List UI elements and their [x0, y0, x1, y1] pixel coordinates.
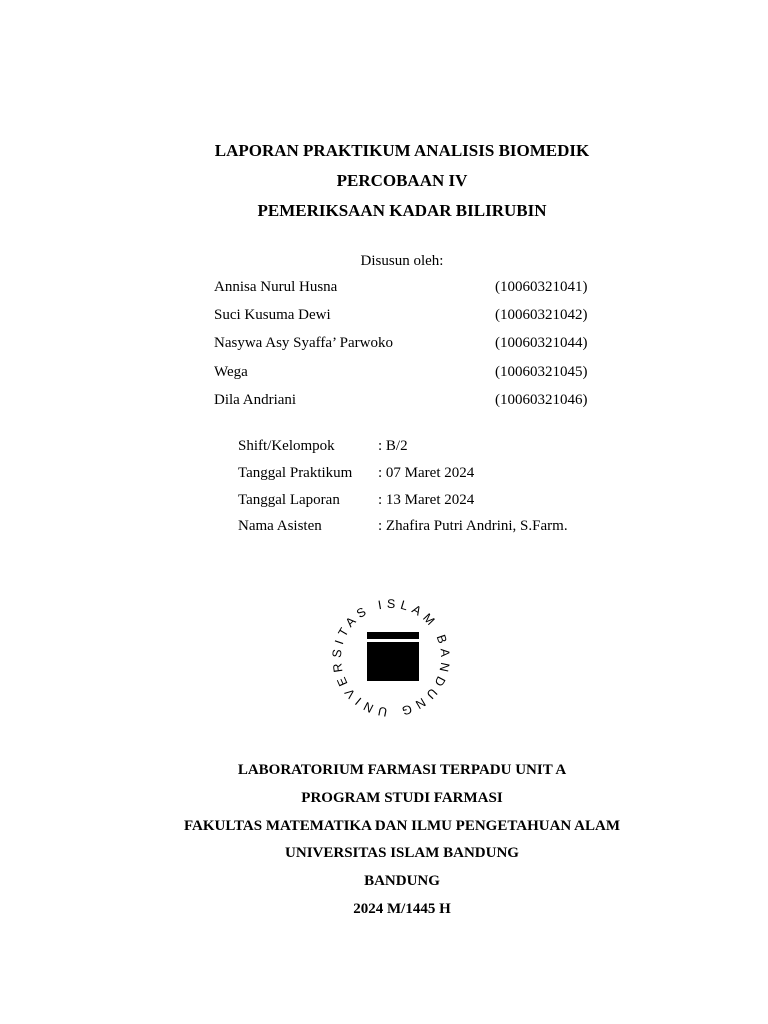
info-label: Tanggal Laporan: [238, 491, 340, 508]
author-row: [214, 278, 614, 306]
author-row: [214, 363, 614, 391]
info-value: : 13 Maret 2024: [378, 491, 475, 508]
info-row-report-date: [238, 491, 658, 518]
info-value: : B/2: [378, 438, 408, 454]
authors-heading: Disusun oleh:: [360, 253, 444, 269]
info-value: : 07 Maret 2024: [378, 464, 475, 481]
logo-ring-text: UNIVERSITAS ISLAM BANDUNG: [329, 596, 453, 720]
author-nim: (10060321046): [495, 391, 588, 408]
footer-line-2: PROGRAM STUDI FARMASI: [301, 789, 503, 806]
author-row: [214, 391, 614, 419]
title-line-2: PERCOBAAN IV: [336, 171, 468, 190]
info-label: Shift/Kelompok: [238, 438, 335, 454]
author-nim: (10060321041): [495, 279, 588, 295]
author-nim: (10060321042): [495, 307, 588, 324]
info-row-practicum-date: [238, 464, 658, 491]
institution-block: [0, 756, 768, 923]
university-logo: [329, 596, 453, 720]
info-label: Nama Asisten: [238, 518, 322, 535]
author-list: [214, 278, 614, 419]
author-nim: (10060321045): [495, 363, 588, 380]
footer-line-3: FAKULTAS MATEMATIKA DAN ILMU PENGETAHUAN ALAM: [184, 817, 620, 834]
footer-line-4: UNIVERSITAS ISLAM BANDUNG: [285, 845, 519, 862]
info-row-assistant: [238, 517, 658, 544]
report-title: [0, 136, 768, 226]
kaaba-icon: [367, 632, 419, 681]
university-seal-icon: [329, 596, 453, 720]
footer-line-1: LABORATORIUM FARMASI TERPADU UNIT A: [237, 762, 567, 778]
author-row: [214, 334, 614, 362]
info-label: Tanggal Praktikum: [238, 464, 353, 481]
author-name: Nasywa Asy Syaffa’ Parwoko: [214, 335, 393, 352]
info-value: : Zhafira Putri Andrini, S.Farm.: [378, 518, 568, 535]
footer-line-5: BANDUNG: [364, 873, 440, 890]
author-name: Suci Kusuma Dewi: [214, 307, 331, 324]
author-name: Dila Andriani: [214, 391, 297, 408]
author-row: [214, 306, 614, 334]
author-name: Annisa Nurul Husna: [214, 279, 338, 295]
author-nim: (10060321044): [495, 335, 588, 352]
title-line-1: LAPORAN PRAKTIKUM ANALISIS BIOMEDIK: [214, 141, 590, 160]
info-row-shift: [238, 437, 658, 464]
author-name: Wega: [214, 363, 248, 380]
footer-line-6: 2024 M/1445 H: [353, 900, 451, 917]
title-line-3: PEMERIKSAAN KADAR BILIRUBIN: [257, 201, 547, 220]
report-info: [238, 437, 658, 544]
